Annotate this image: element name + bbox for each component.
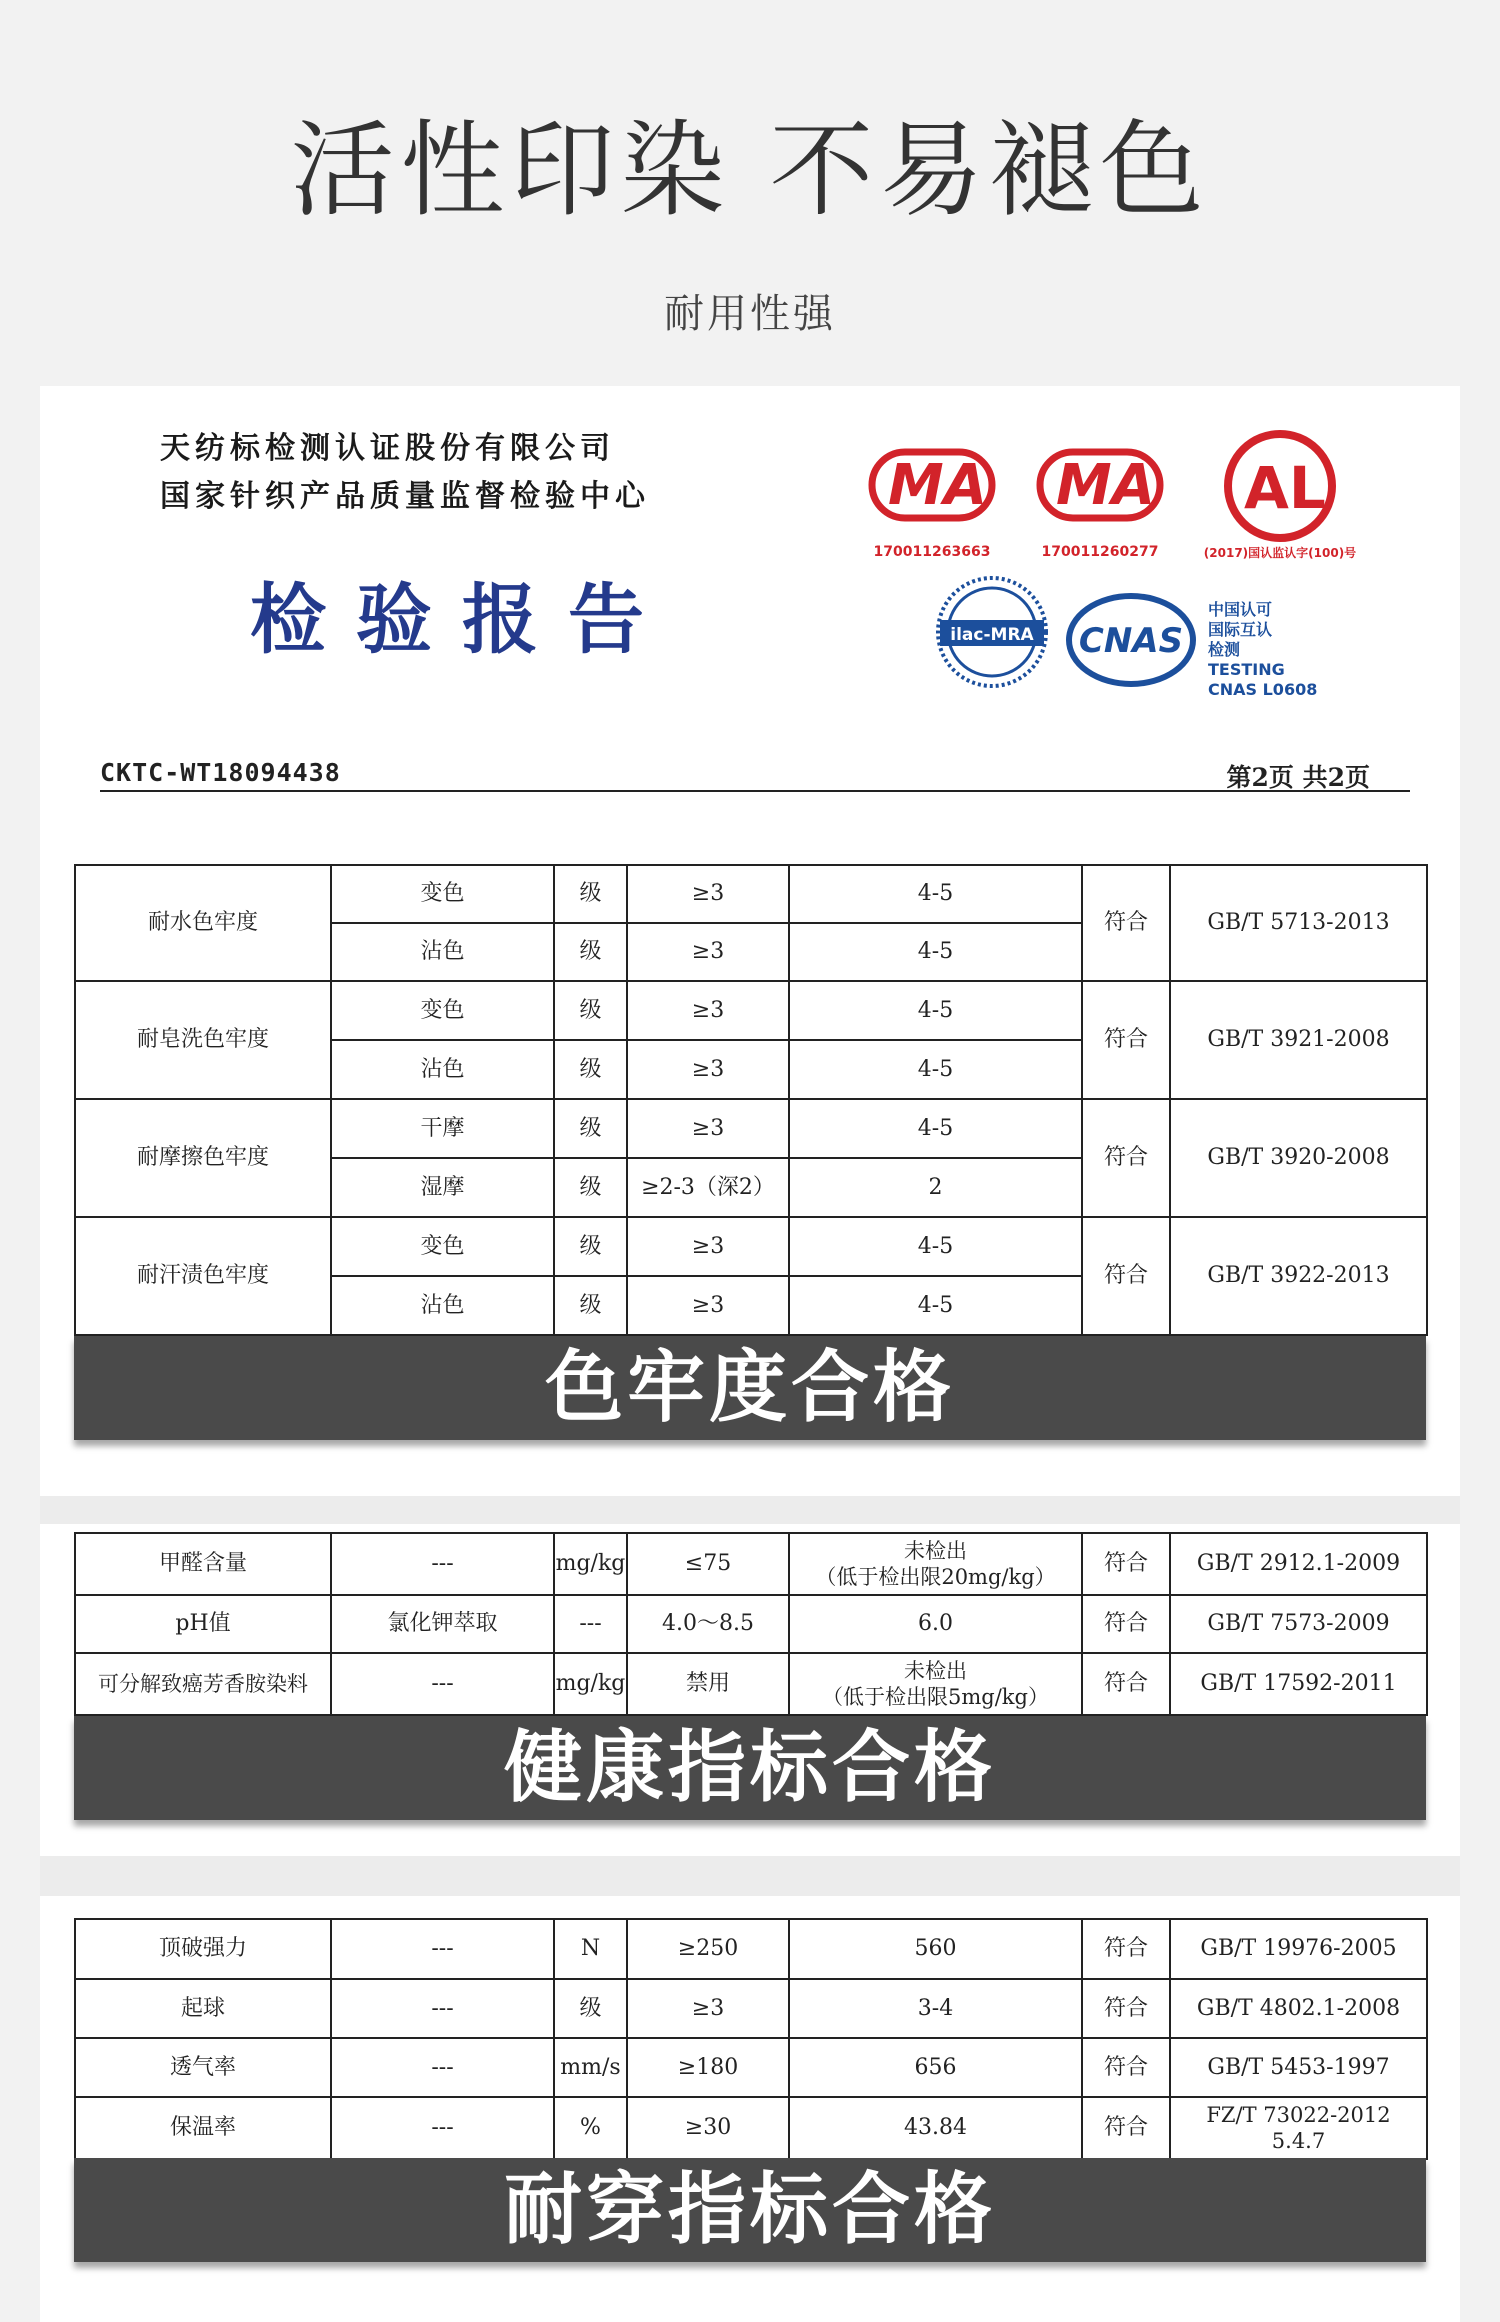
result: 43.84 — [789, 2097, 1082, 2159]
report-sheet — [40, 386, 1460, 2322]
report-number: CKTC-WT18094438 — [100, 758, 341, 787]
table-row — [75, 1919, 1427, 1979]
cma-2-text: MA — [1056, 453, 1156, 518]
cnas-logo-icon — [1064, 590, 1198, 690]
requirement: ≥3 — [627, 981, 789, 1040]
method: --- — [331, 2097, 554, 2159]
cma-logo-icon — [868, 448, 996, 522]
table-row — [75, 1217, 1427, 1276]
standard: GB/T 3922-2013 — [1170, 1217, 1427, 1335]
verdict: 符合 — [1082, 1217, 1170, 1335]
durability-banner: 耐穿指标合格 — [74, 2158, 1426, 2262]
unit: 级 — [554, 923, 627, 981]
unit: 级 — [554, 1040, 627, 1099]
requirement: ≥250 — [627, 1919, 789, 1979]
requirement: ≤75 — [627, 1533, 789, 1595]
item-name: 耐水色牢度 — [75, 865, 331, 981]
standard: GB/T 2912.1-2009 — [1170, 1533, 1427, 1595]
item-name: 起球 — [75, 1979, 331, 2038]
health-banner: 健康指标合格 — [74, 1716, 1426, 1820]
verdict: 符合 — [1082, 1533, 1170, 1595]
standard: GB/T 3921-2008 — [1170, 981, 1427, 1099]
item-name: 可分解致癌芳香胺染料 — [75, 1653, 331, 1715]
result: 3-4 — [789, 1979, 1082, 2038]
sub-item: 变色 — [331, 1217, 554, 1276]
cma-logo-icon — [1036, 448, 1164, 522]
standard: GB/T 3920-2008 — [1170, 1099, 1427, 1217]
cma-2-code: 170011260277 — [1041, 544, 1159, 560]
requirement: 4.0～8.5 — [627, 1595, 789, 1653]
unit: 级 — [554, 1979, 627, 2038]
section-gap — [40, 1496, 1460, 1524]
item-name: 耐汗渍色牢度 — [75, 1217, 331, 1335]
standard: GB/T 5453-1997 — [1170, 2038, 1427, 2097]
cal-code: (2017)国认监认字(100)号 — [1203, 546, 1357, 560]
color-fastness-table — [74, 864, 1426, 1336]
item-name: pH值 — [75, 1595, 331, 1653]
verdict: 符合 — [1082, 2097, 1170, 2159]
hero-title: 活性印染 不易褪色 — [290, 109, 1210, 231]
verdict: 符合 — [1082, 1099, 1170, 1217]
table-row — [75, 981, 1427, 1040]
unit: 级 — [554, 981, 627, 1040]
cal-text: AL — [1244, 454, 1326, 522]
page-info: 第2页 共2页 — [1226, 763, 1370, 792]
unit: mg/kg — [554, 1533, 627, 1595]
method: --- — [331, 2038, 554, 2097]
hero-subtitle: 耐用性强 — [664, 291, 836, 337]
result: 4-5 — [789, 1217, 1082, 1276]
org-name-line2: 国家针织产品质量监督检验中心 — [160, 479, 650, 514]
color-fastness-banner: 色牢度合格 — [74, 1336, 1426, 1440]
cma-seal-2 — [1036, 448, 1164, 526]
ilac-text: ilac-MRA — [950, 625, 1034, 645]
item-name: 耐摩擦色牢度 — [75, 1099, 331, 1217]
result: 4-5 — [789, 1276, 1082, 1335]
result: 未检出 （低于检出限20mg/kg） — [789, 1533, 1082, 1595]
standard: GB/T 4802.1-2008 — [1170, 1979, 1427, 2038]
table-row — [75, 2038, 1427, 2097]
unit: 级 — [554, 865, 627, 923]
cma-seal-1 — [868, 448, 996, 526]
result: 4-5 — [789, 1040, 1082, 1099]
verdict: 符合 — [1082, 2038, 1170, 2097]
verdict: 符合 — [1082, 1919, 1170, 1979]
result: 4-5 — [789, 981, 1082, 1040]
unit: % — [554, 2097, 627, 2159]
requirement: ≥180 — [627, 2038, 789, 2097]
durability-table — [74, 1918, 1426, 2160]
verdict: 符合 — [1082, 1979, 1170, 2038]
table-row — [75, 1595, 1427, 1653]
sub-item: 湿摩 — [331, 1158, 554, 1217]
table-row — [75, 1653, 1427, 1715]
unit: 级 — [554, 1099, 627, 1158]
ilac-seal — [932, 572, 1052, 696]
method: --- — [331, 1919, 554, 1979]
standard: FZ/T 73022-2012 5.4.7 — [1170, 2097, 1427, 2159]
table-row — [75, 1099, 1427, 1158]
cnas-text: CNAS — [1078, 621, 1184, 661]
standard: GB/T 17592-2011 — [1170, 1653, 1427, 1715]
requirement: ≥2-3（深2） — [627, 1158, 789, 1217]
result: 4-5 — [789, 1099, 1082, 1158]
item-name: 透气率 — [75, 2038, 331, 2097]
result: 2 — [789, 1158, 1082, 1217]
verdict: 符合 — [1082, 865, 1170, 981]
sub-item: 沾色 — [331, 1040, 554, 1099]
result: 656 — [789, 2038, 1082, 2097]
requirement: ≥3 — [627, 1040, 789, 1099]
standard: GB/T 19976-2005 — [1170, 1919, 1427, 1979]
item-name: 保温率 — [75, 2097, 331, 2159]
table-row — [75, 2097, 1427, 2159]
requirement: ≥3 — [627, 1979, 789, 2038]
requirement: ≥3 — [627, 865, 789, 923]
sub-item: 沾色 — [331, 923, 554, 981]
method: --- — [331, 1979, 554, 2038]
cal-logo-icon — [1222, 428, 1338, 544]
cma-1-code: 170011263663 — [873, 544, 991, 560]
table-row — [75, 1979, 1427, 2038]
method: --- — [331, 1653, 554, 1715]
table-row — [75, 865, 1427, 923]
method: 氯化钾萃取 — [331, 1595, 554, 1653]
unit: 级 — [554, 1217, 627, 1276]
verdict: 符合 — [1082, 1595, 1170, 1653]
section-gap — [40, 1856, 1460, 1896]
item-name: 顶破强力 — [75, 1919, 331, 1979]
requirement: ≥30 — [627, 2097, 789, 2159]
unit: 级 — [554, 1276, 627, 1335]
standard: GB/T 7573-2009 — [1170, 1595, 1427, 1653]
sub-item: 沾色 — [331, 1276, 554, 1335]
org-name-line1: 天纺标检测认证股份有限公司 — [160, 431, 615, 466]
result: 未检出 （低于检出限5mg/kg） — [789, 1653, 1082, 1715]
result: 4-5 — [789, 923, 1082, 981]
table-row — [75, 1533, 1427, 1595]
cnas-seal — [1064, 590, 1198, 694]
result: 4-5 — [789, 865, 1082, 923]
requirement: ≥3 — [627, 923, 789, 981]
standard: GB/T 5713-2013 — [1170, 865, 1427, 981]
requirement: ≥3 — [627, 1276, 789, 1335]
report-title: 检验报告 — [250, 575, 674, 664]
cma-1-text: MA — [888, 453, 988, 518]
requirement: 禁用 — [627, 1653, 789, 1715]
sub-item: 变色 — [331, 981, 554, 1040]
ilac-logo-icon — [932, 572, 1052, 692]
unit: --- — [554, 1595, 627, 1653]
cnas-caption: 中国认可 国际互认 检测 TESTING CNAS L0608 — [1208, 600, 1318, 699]
method: --- — [331, 1533, 554, 1595]
header-divider — [100, 790, 1410, 792]
result: 6.0 — [789, 1595, 1082, 1653]
unit: 级 — [554, 1158, 627, 1217]
unit: mm/s — [554, 2038, 627, 2097]
requirement: ≥3 — [627, 1099, 789, 1158]
verdict: 符合 — [1082, 981, 1170, 1099]
item-name: 甲醛含量 — [75, 1533, 331, 1595]
health-table — [74, 1532, 1426, 1716]
cal-seal — [1222, 428, 1338, 548]
sub-item: 变色 — [331, 865, 554, 923]
unit: mg/kg — [554, 1653, 627, 1715]
result: 560 — [789, 1919, 1082, 1979]
item-name: 耐皂洗色牢度 — [75, 981, 331, 1099]
requirement: ≥3 — [627, 1217, 789, 1276]
sub-item: 干摩 — [331, 1099, 554, 1158]
unit: N — [554, 1919, 627, 1979]
verdict: 符合 — [1082, 1653, 1170, 1715]
